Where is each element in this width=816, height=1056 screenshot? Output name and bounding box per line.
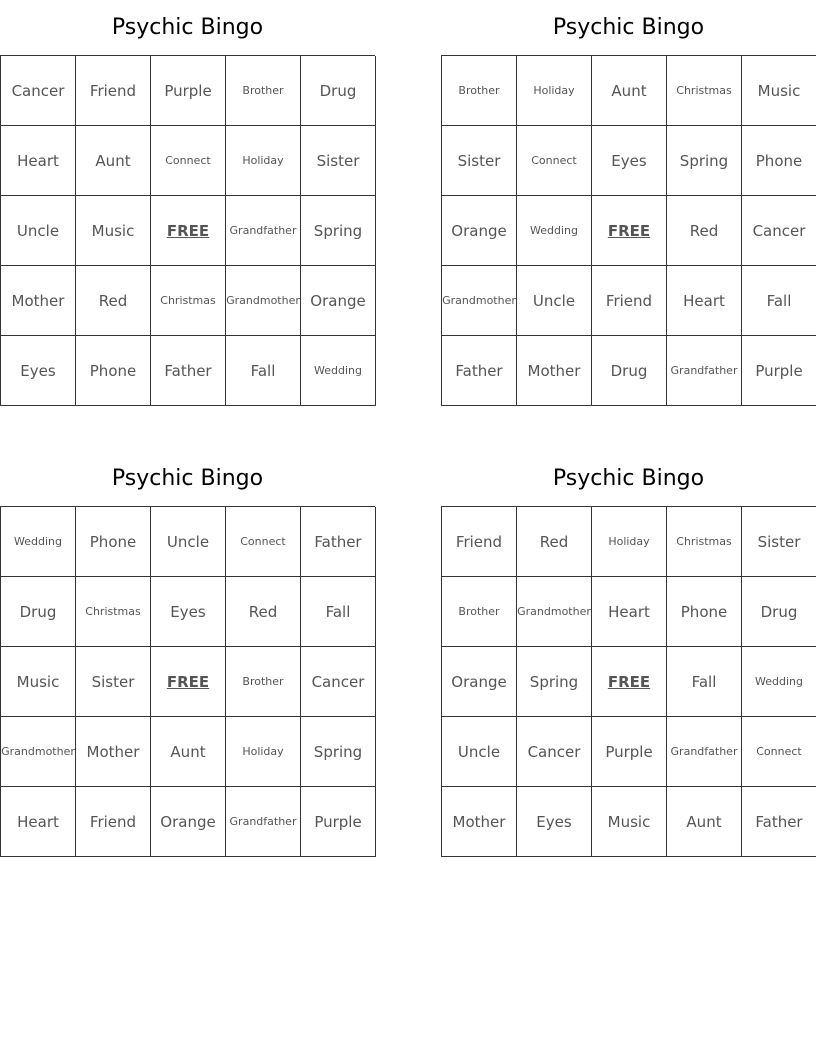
bingo-cell: Eyes bbox=[517, 787, 592, 857]
card-title: Psychic Bingo bbox=[552, 15, 705, 40]
bingo-cell: Aunt bbox=[592, 56, 667, 126]
bingo-cell: Music bbox=[742, 56, 816, 126]
card-title: Psychic Bingo bbox=[111, 466, 264, 491]
bingo-cell: Orange bbox=[442, 196, 517, 266]
bingo-cell: Spring bbox=[517, 647, 592, 717]
free-space: FREE bbox=[592, 196, 667, 266]
bingo-cell: Friend bbox=[592, 266, 667, 336]
bingo-cell: Friend bbox=[76, 787, 151, 857]
bingo-cell: Christmas bbox=[151, 266, 226, 336]
bingo-cell: Cancer bbox=[517, 717, 592, 787]
bingo-cell: Holiday bbox=[517, 56, 592, 126]
bingo-cell: Music bbox=[592, 787, 667, 857]
bingo-grid bbox=[0, 506, 375, 857]
bingo-cell: Heart bbox=[1, 126, 76, 196]
bingo-cell: Aunt bbox=[76, 126, 151, 196]
bingo-cell: Heart bbox=[1, 787, 76, 857]
bingo-cell: Grandmother bbox=[442, 266, 517, 336]
bingo-cell: Eyes bbox=[1, 336, 76, 406]
bingo-cell: Christmas bbox=[667, 56, 742, 126]
bingo-cell: Purple bbox=[151, 56, 226, 126]
bingo-cell: Sister bbox=[76, 647, 151, 717]
bingo-cell: Phone bbox=[742, 126, 816, 196]
bingo-cell: Fall bbox=[226, 336, 301, 406]
bingo-cell: Orange bbox=[301, 266, 376, 336]
bingo-cell: Drug bbox=[301, 56, 376, 126]
bingo-cell: Wedding bbox=[742, 647, 816, 717]
bingo-cell: Mother bbox=[76, 717, 151, 787]
bingo-cell: Music bbox=[76, 196, 151, 266]
bingo-cell: Father bbox=[742, 787, 816, 857]
bingo-cell: Father bbox=[301, 507, 376, 577]
bingo-cell: Red bbox=[517, 507, 592, 577]
free-space: FREE bbox=[151, 647, 226, 717]
bingo-cell: Uncle bbox=[442, 717, 517, 787]
bingo-cell: Cancer bbox=[301, 647, 376, 717]
free-space: FREE bbox=[592, 647, 667, 717]
bingo-grid bbox=[0, 55, 375, 406]
bingo-cell: Christmas bbox=[667, 507, 742, 577]
bingo-cell: Grandfather bbox=[226, 787, 301, 857]
bingo-cell: Sister bbox=[442, 126, 517, 196]
bingo-cell: Drug bbox=[1, 577, 76, 647]
bingo-cell: Heart bbox=[667, 266, 742, 336]
bingo-cell: Aunt bbox=[667, 787, 742, 857]
bingo-cell: Drug bbox=[742, 577, 816, 647]
bingo-cell: Holiday bbox=[226, 126, 301, 196]
bingo-cell: Uncle bbox=[151, 507, 226, 577]
bingo-cell: Wedding bbox=[517, 196, 592, 266]
bingo-cell: Cancer bbox=[1, 56, 76, 126]
bingo-cell: Friend bbox=[442, 507, 517, 577]
bingo-cell: Cancer bbox=[742, 196, 816, 266]
bingo-cell: Mother bbox=[1, 266, 76, 336]
bingo-cell: Purple bbox=[592, 717, 667, 787]
bingo-cell: Brother bbox=[226, 56, 301, 126]
bingo-cell: Orange bbox=[151, 787, 226, 857]
bingo-cell: Holiday bbox=[226, 717, 301, 787]
card-title: Psychic Bingo bbox=[111, 15, 264, 40]
bingo-cell: Christmas bbox=[76, 577, 151, 647]
bingo-cell: Heart bbox=[592, 577, 667, 647]
bingo-cell: Uncle bbox=[1, 196, 76, 266]
bingo-cell: Grandmother bbox=[517, 577, 592, 647]
bingo-cell: Wedding bbox=[301, 336, 376, 406]
bingo-cell: Eyes bbox=[151, 577, 226, 647]
bingo-cell: Mother bbox=[517, 336, 592, 406]
bingo-cell: Spring bbox=[667, 126, 742, 196]
bingo-cell: Music bbox=[1, 647, 76, 717]
bingo-cell: Red bbox=[667, 196, 742, 266]
bingo-cell: Red bbox=[226, 577, 301, 647]
bingo-cell: Grandmother bbox=[1, 717, 76, 787]
bingo-card-3 bbox=[0, 451, 375, 857]
bingo-cell: Eyes bbox=[592, 126, 667, 196]
bingo-cell: Father bbox=[151, 336, 226, 406]
bingo-cell: Purple bbox=[301, 787, 376, 857]
free-space: FREE bbox=[151, 196, 226, 266]
bingo-cell: Phone bbox=[667, 577, 742, 647]
bingo-card-2 bbox=[441, 0, 816, 406]
bingo-cell: Connect bbox=[742, 717, 816, 787]
bingo-cell: Brother bbox=[226, 647, 301, 717]
bingo-cell: Friend bbox=[76, 56, 151, 126]
bingo-cell: Connect bbox=[151, 126, 226, 196]
bingo-cell: Phone bbox=[76, 507, 151, 577]
card-title: Psychic Bingo bbox=[552, 466, 705, 491]
bingo-cell: Uncle bbox=[517, 266, 592, 336]
bingo-cell: Grandfather bbox=[667, 717, 742, 787]
bingo-cell: Sister bbox=[742, 507, 816, 577]
bingo-cell: Drug bbox=[592, 336, 667, 406]
bingo-cell: Holiday bbox=[592, 507, 667, 577]
bingo-cell: Connect bbox=[517, 126, 592, 196]
bingo-cell: Orange bbox=[442, 647, 517, 717]
bingo-cell: Fall bbox=[742, 266, 816, 336]
bingo-cell: Spring bbox=[301, 196, 376, 266]
bingo-cell: Grandfather bbox=[667, 336, 742, 406]
bingo-cell: Grandfather bbox=[226, 196, 301, 266]
bingo-cell: Grandmother bbox=[226, 266, 301, 336]
bingo-cell: Brother bbox=[442, 577, 517, 647]
bingo-cell: Aunt bbox=[151, 717, 226, 787]
bingo-card-4 bbox=[441, 451, 816, 857]
bingo-cell: Spring bbox=[301, 717, 376, 787]
bingo-cell: Purple bbox=[742, 336, 816, 406]
bingo-card-1 bbox=[0, 0, 375, 406]
bingo-cell: Phone bbox=[76, 336, 151, 406]
bingo-cell: Red bbox=[76, 266, 151, 336]
bingo-cell: Sister bbox=[301, 126, 376, 196]
bingo-cell: Fall bbox=[667, 647, 742, 717]
bingo-cell: Fall bbox=[301, 577, 376, 647]
bingo-cell: Wedding bbox=[1, 507, 76, 577]
bingo-grid bbox=[441, 506, 816, 857]
bingo-grid bbox=[441, 55, 816, 406]
bingo-cell: Brother bbox=[442, 56, 517, 126]
bingo-cell: Mother bbox=[442, 787, 517, 857]
bingo-cell: Father bbox=[442, 336, 517, 406]
bingo-cell: Connect bbox=[226, 507, 301, 577]
